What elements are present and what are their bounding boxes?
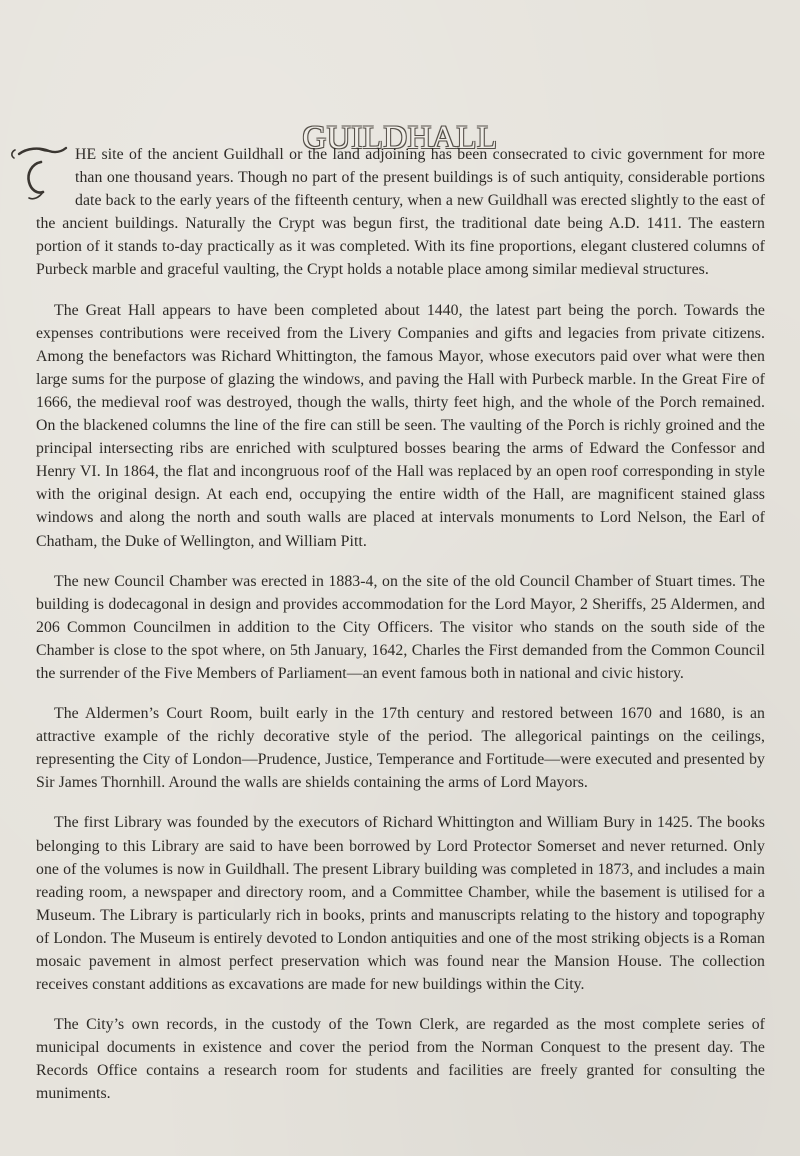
paragraph-1: HE site of the ancient Guildhall or the land adjoining has been consecrated to civic government for more than one thousand years. Though no part of the present buildings is of such antiquity, considerable portions date back to the early years of the fifteenth century, when a new Guildhall was erected slightly to the east of the ancient buildings. Naturally the Crypt was begun first, the traditional date being A.D. 1411. The eastern portion of it stands to-day practically as it was completed. With its fine proportions, elegant clustered columns of Purbeck marble and graceful vaulting, the Crypt holds a notable place among similar medieval structures. <box>36 146 765 279</box>
paragraph-6: The City’s own records, in the custody of the Town Clerk, are regarded as the most complete series of municipal documents in existence and cover the period from the Norman Conquest to the present day. The Records Office contains a research room for students and facilities are freely granted for consulting the muniments. <box>36 1016 765 1103</box>
paragraph-2: The Great Hall appears to have been completed about 1440, the latest part being the porch. Towards the expenses contributions were received from the Livery Companies and gifts and legacies from private citizens. Among the benefactors was Richard Whittington, the famous Mayor, whose executors paid over what were then large sums for the purpose of glazing the windows, and paving the Hall with Purbeck marble. In the Great Fire of 1666, the medieval roof was destroyed, though the walls, thirty feet high, and the whole of the Porch remained. On the blackened columns the line of the fire can still be seen. The vaulting of the Porch is richly groined and the principal intersecting ribs are enriched with sculptured bosses bearing the arms of Edward the Confessor and Henry VI. In 1864, the flat and incongruous roof of the Hall was replaced by an open roof corresponding in style with the original design. At each end, occupying the entire width of the Hall, are magnificent stained glass windows and along the north and south walls are placed at intervals monuments to Lord Nelson, the Earl of Chatham, the Duke of Wellington, and William Pitt. <box>36 301 765 550</box>
paragraph-4: The Aldermen’s Court Room, built early in the 17th century and restored between 1670 and 1680, is an attractive example of the richly decorative style of the period. The allegorical paintings on the ceilings, representing the City of London—Prudence, Justice, Temperance and Fortitude—were executed and presented by Sir James Thornhill. Around the walls are shields containing the arms of Lord Mayors. <box>36 705 765 792</box>
paragraph-3: The new Council Chamber was erected in 1883-4, on the site of the old Council Chamber of Stuart times. The building is dodecagonal in design and provides accommodation for the Lord Mayor, 2 Sheriffs, 25 Aldermen, and 206 Common Councilmen in addition to the City Officers. The visitor who stands on the south side of the Chamber is close to the spot where, on 5th January, 1642, Charles the First demanded from the Common Council the surrender of the Five Members of Parliament—an event famous both in national and civic history. <box>36 572 765 682</box>
page-title: GUILDHALL <box>302 120 498 157</box>
paragraph-5: The first Library was founded by the executors of Richard Whittington and William Bury in 1425. The books belonging to this Library are said to have been borrowed by Lord Protector Somerset and never returned. Only one of the volumes is now in Guildhall. The present Library building was completed in 1873, and includes a main reading room, a newspaper and directory room, and a Committee Chamber, while the basement is utilised for a Museum. The Library is particularly rich in books, prints and manuscripts relating to the history and topography of London. The Museum is entirely devoted to London antiquities and one of the most striking objects is a Roman mosaic pavement in almost perfect preservation which was found near the Mansion House. The collection receives constant additions as excavations are made for new buildings within the City. <box>36 814 765 994</box>
